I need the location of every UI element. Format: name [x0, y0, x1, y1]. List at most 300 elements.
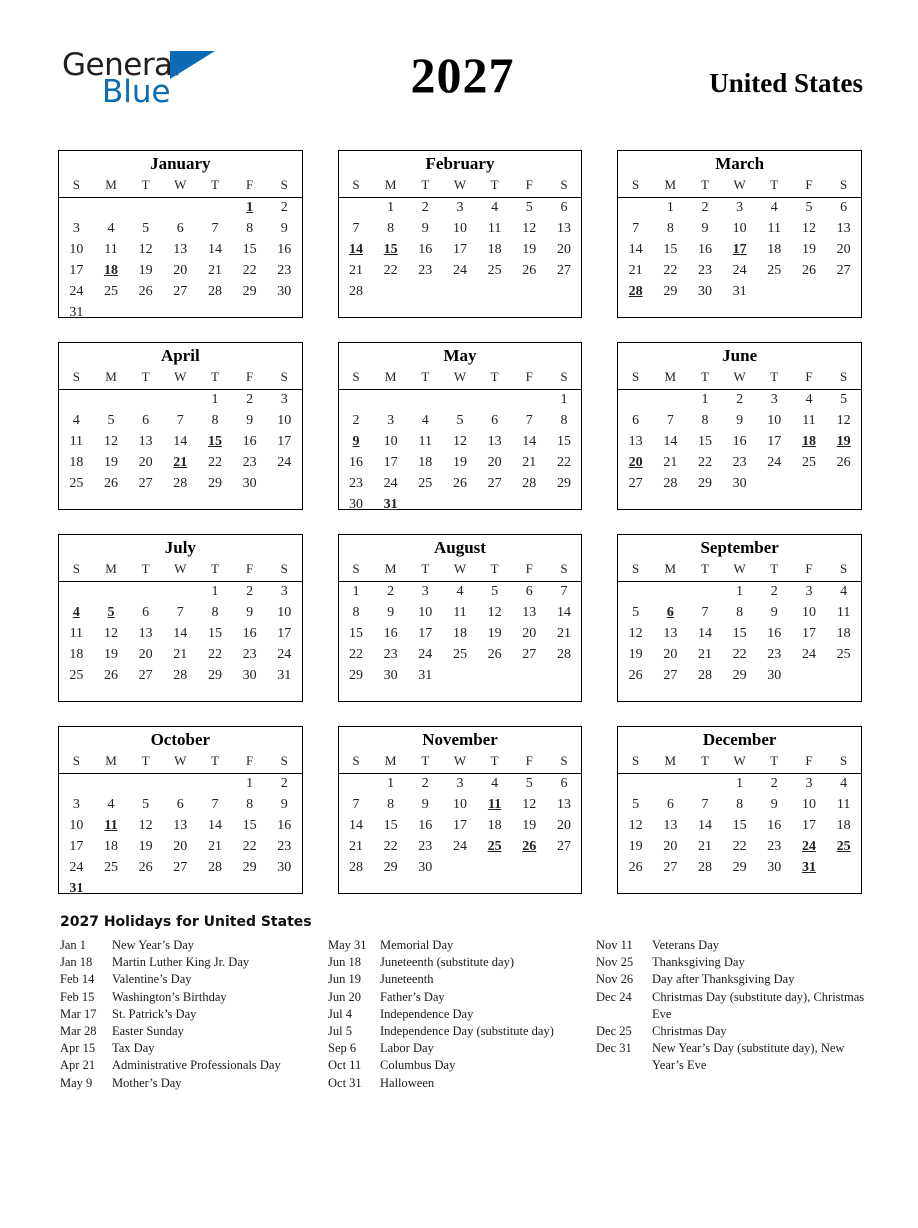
- holiday-date: Jan 18: [60, 955, 93, 970]
- day-cell-empty: [267, 495, 302, 516]
- holiday-name: Juneteenth (substitute day): [380, 955, 514, 970]
- weekday-label: W: [722, 176, 757, 198]
- page-title-year: 2027: [410, 47, 515, 103]
- day-cell: 13: [487, 434, 502, 449]
- day-cell: 2: [770, 584, 778, 600]
- day-cell: 16: [277, 242, 292, 257]
- day-cell: 12: [522, 797, 537, 812]
- day-cell-empty: [163, 198, 198, 219]
- holiday-date: Apr 15: [60, 1041, 96, 1056]
- day-cell: 14: [173, 434, 188, 449]
- day-cell: 5: [840, 392, 848, 408]
- day-cell: 21: [697, 647, 712, 662]
- day-cell: 2: [421, 200, 429, 216]
- weekday-label: S: [618, 560, 653, 582]
- day-cell: 18: [103, 839, 118, 854]
- day-cell-empty: [163, 303, 198, 324]
- day-cell-empty: [232, 495, 267, 516]
- day-cell: 27: [663, 860, 678, 875]
- day-cell-empty: [547, 858, 582, 879]
- month-card-october: [58, 726, 303, 894]
- day-cell: 1: [736, 776, 744, 792]
- day-cell: 16: [732, 434, 747, 449]
- day-cell-empty: [688, 495, 723, 516]
- holiday-row: [60, 1057, 328, 1074]
- day-cell-empty: [826, 474, 861, 495]
- day-cell: 21: [348, 839, 363, 854]
- month-title: June: [722, 346, 758, 365]
- day-cell-empty: [198, 879, 233, 900]
- day-cell-empty: [653, 879, 688, 900]
- week-row: [59, 219, 302, 240]
- week-row: [618, 198, 861, 219]
- month-card-september: [617, 534, 862, 702]
- holiday-date: Nov 26: [596, 972, 634, 987]
- day-cell: 10: [801, 605, 816, 620]
- day-cell: 7: [560, 584, 568, 600]
- month-grid: [618, 752, 861, 900]
- day-cell-empty: [688, 582, 723, 603]
- week-row: [339, 795, 582, 816]
- day-cell: 11: [418, 434, 433, 449]
- day-cell-empty: [339, 390, 374, 411]
- day-cell: 19: [801, 242, 816, 257]
- month-grid: [339, 176, 582, 324]
- holiday-name: Administrative Professionals Day: [112, 1058, 281, 1073]
- day-cell: 4: [805, 392, 813, 408]
- day-cell-empty: [477, 858, 512, 879]
- day-cell: 10: [69, 818, 84, 833]
- day-cell-empty: [373, 687, 408, 708]
- day-cell-empty: [477, 879, 512, 900]
- day-cell: 22: [732, 839, 747, 854]
- day-cell: 5: [632, 797, 640, 812]
- weekday-label: S: [826, 176, 861, 198]
- day-cell: 7: [701, 797, 709, 812]
- week-row: [339, 303, 582, 324]
- day-cell-empty: [373, 390, 408, 411]
- day-cell: 28: [697, 860, 712, 875]
- day-cell: 25: [418, 476, 433, 491]
- day-cell: 16: [242, 626, 257, 641]
- weekday-label: F: [792, 368, 827, 390]
- holiday-name: Easter Sunday: [112, 1024, 184, 1039]
- weekday-label: W: [443, 176, 478, 198]
- day-cell: 4: [840, 776, 848, 792]
- weekday-label: W: [443, 752, 478, 774]
- holiday-row: [60, 971, 328, 988]
- day-cell-holiday: 11: [104, 818, 118, 833]
- day-cell: 23: [242, 455, 257, 470]
- day-cell: 1: [387, 776, 395, 792]
- weekday-label: S: [826, 560, 861, 582]
- day-cell-empty: [512, 858, 547, 879]
- week-row: [339, 645, 582, 666]
- day-cell: 19: [522, 242, 537, 257]
- weekday-label: M: [94, 752, 129, 774]
- weekday-label: T: [477, 752, 512, 774]
- holiday-date: Jun 19: [328, 972, 361, 987]
- week-row: [339, 453, 582, 474]
- day-cell: 19: [522, 818, 537, 833]
- day-cell: 27: [628, 476, 643, 491]
- day-cell-empty: [757, 879, 792, 900]
- day-cell: 23: [767, 839, 782, 854]
- day-cell: 17: [452, 242, 467, 257]
- day-cell-empty: [477, 687, 512, 708]
- weekday-label: T: [477, 176, 512, 198]
- day-cell: 13: [628, 434, 643, 449]
- day-cell: 4: [491, 200, 499, 216]
- weekday-label: F: [792, 560, 827, 582]
- day-cell-empty: [267, 879, 302, 900]
- weekday-label: F: [792, 176, 827, 198]
- day-cell: 21: [207, 263, 222, 278]
- day-cell-empty: [163, 495, 198, 516]
- day-cell: 25: [103, 860, 118, 875]
- day-cell-empty: [128, 198, 163, 219]
- day-cell-empty: [198, 687, 233, 708]
- day-cell: 23: [418, 263, 433, 278]
- holiday-row: [596, 1023, 878, 1040]
- day-cell: 3: [421, 584, 429, 600]
- day-cell-empty: [618, 582, 653, 603]
- holiday-name: Independence Day (substitute day): [380, 1024, 554, 1039]
- day-cell: 9: [246, 605, 254, 620]
- day-cell: 28: [348, 284, 363, 299]
- day-cell-empty: [618, 774, 653, 795]
- day-cell: 20: [173, 263, 188, 278]
- day-cell-holiday: 28: [628, 284, 643, 299]
- day-cell: 30: [732, 476, 747, 491]
- day-cell-holiday: 1: [246, 200, 254, 216]
- day-cell: 20: [138, 647, 153, 662]
- day-cell: 8: [211, 605, 219, 620]
- day-cell: 5: [805, 200, 813, 216]
- weekday-label: W: [722, 560, 757, 582]
- day-cell-empty: [443, 858, 478, 879]
- day-cell: 10: [452, 221, 467, 236]
- day-cell: 20: [663, 647, 678, 662]
- week-row: [339, 390, 582, 411]
- day-cell: 14: [348, 818, 363, 833]
- week-row: [339, 816, 582, 837]
- weekday-header-row: [59, 368, 302, 390]
- week-row: [339, 582, 582, 603]
- holiday-name: Columbus Day: [380, 1058, 456, 1073]
- day-cell: 30: [348, 497, 363, 512]
- day-cell-empty: [757, 495, 792, 516]
- day-cell-empty: [826, 282, 861, 303]
- day-cell: 19: [487, 626, 502, 641]
- week-row: [59, 432, 302, 453]
- holiday-column-3: [596, 937, 878, 1092]
- day-cell-empty: [653, 495, 688, 516]
- day-cell: 25: [836, 647, 851, 662]
- day-cell: 7: [632, 221, 640, 236]
- general-blue-logo: [62, 48, 232, 110]
- day-cell-empty: [688, 687, 723, 708]
- day-cell: 15: [207, 626, 222, 641]
- month-grid: [59, 560, 302, 708]
- day-cell-empty: [512, 687, 547, 708]
- day-cell: 29: [348, 668, 363, 683]
- day-cell: 5: [525, 776, 533, 792]
- day-cell-holiday: 18: [103, 263, 118, 278]
- week-row: [339, 858, 582, 879]
- holiday-row: [328, 989, 596, 1006]
- week-row: [618, 687, 861, 708]
- day-cell-empty: [94, 774, 129, 795]
- day-cell: 30: [767, 668, 782, 683]
- day-cell: 18: [487, 818, 502, 833]
- week-row: [339, 837, 582, 858]
- day-cell: 27: [487, 476, 502, 491]
- day-cell-empty: [232, 303, 267, 324]
- day-cell-empty: [339, 198, 374, 219]
- day-cell: 24: [69, 860, 84, 875]
- day-cell: 9: [280, 221, 288, 236]
- day-cell-holiday: 18: [801, 434, 816, 449]
- day-cell: 26: [522, 263, 537, 278]
- day-cell: 23: [697, 263, 712, 278]
- week-row: [339, 219, 582, 240]
- day-cell-empty: [339, 879, 374, 900]
- day-cell: 16: [697, 242, 712, 257]
- day-cell-empty: [547, 687, 582, 708]
- weekday-header-row: [618, 368, 861, 390]
- day-cell-empty: [94, 879, 129, 900]
- day-cell: 12: [628, 818, 643, 833]
- weekday-label: F: [512, 560, 547, 582]
- day-cell-holiday: 17: [732, 242, 747, 257]
- day-cell-empty: [373, 282, 408, 303]
- day-cell-empty: [59, 390, 94, 411]
- holiday-name: Christmas Day (substitute day), Christmas Eve: [652, 989, 865, 1021]
- weekday-header-row: [339, 368, 582, 390]
- week-row: [59, 411, 302, 432]
- day-cell: 28: [556, 647, 571, 662]
- week-row: [618, 282, 861, 303]
- day-cell: 2: [387, 584, 395, 600]
- week-row: [59, 666, 302, 687]
- day-cell: 11: [836, 605, 851, 620]
- day-cell: 17: [277, 626, 292, 641]
- day-cell: 27: [173, 284, 188, 299]
- day-cell-empty: [408, 282, 443, 303]
- day-cell: 14: [522, 434, 537, 449]
- day-cell-holiday: 11: [487, 797, 502, 812]
- day-cell: 15: [383, 818, 398, 833]
- day-cell: 27: [663, 668, 678, 683]
- day-cell: 30: [242, 476, 257, 491]
- weekday-label: M: [653, 176, 688, 198]
- month-title: May: [443, 346, 477, 365]
- day-cell: 24: [69, 284, 84, 299]
- weekday-label: S: [267, 368, 302, 390]
- week-row: [59, 879, 302, 900]
- weekday-label: M: [653, 752, 688, 774]
- day-cell: 9: [736, 413, 744, 428]
- day-cell-empty: [163, 774, 198, 795]
- holiday-row: [328, 1006, 596, 1023]
- weekday-label: T: [408, 176, 443, 198]
- holiday-row: [328, 1057, 596, 1074]
- day-cell: 23: [732, 455, 747, 470]
- holiday-date: Sep 6: [328, 1041, 357, 1056]
- day-cell: 5: [142, 221, 150, 236]
- day-cell-empty: [339, 774, 374, 795]
- day-cell: 18: [418, 455, 433, 470]
- week-row: [59, 261, 302, 282]
- month-grid: [59, 752, 302, 900]
- week-row: [339, 261, 582, 282]
- day-cell-holiday: 25: [836, 839, 851, 854]
- day-cell: 14: [173, 626, 188, 641]
- day-cell: 14: [207, 818, 222, 833]
- day-cell: 26: [103, 476, 118, 491]
- week-row: [339, 687, 582, 708]
- month-grid: [618, 560, 861, 708]
- week-row: [339, 240, 582, 261]
- day-cell-empty: [547, 495, 582, 516]
- holiday-date: May 9: [60, 1075, 93, 1090]
- day-cell: 19: [103, 647, 118, 662]
- day-cell: 13: [556, 221, 571, 236]
- day-cell: 15: [242, 242, 257, 257]
- day-cell: 25: [801, 455, 816, 470]
- day-cell: 17: [801, 818, 816, 833]
- weekday-label: T: [757, 176, 792, 198]
- day-cell: 12: [138, 242, 153, 257]
- day-cell-empty: [653, 582, 688, 603]
- day-cell: 4: [72, 413, 80, 428]
- week-row: [59, 474, 302, 495]
- day-cell: 15: [732, 818, 747, 833]
- day-cell: 8: [352, 605, 360, 620]
- day-cell: 5: [632, 605, 640, 620]
- day-cell: 28: [522, 476, 537, 491]
- day-cell-empty: [653, 390, 688, 411]
- holiday-column-1: [60, 937, 328, 1092]
- weekday-label: S: [547, 176, 582, 198]
- day-cell: 24: [452, 839, 467, 854]
- day-cell: 16: [418, 818, 433, 833]
- day-cell-empty: [547, 666, 582, 687]
- day-cell-empty: [163, 390, 198, 411]
- month-title: February: [425, 154, 495, 173]
- holiday-name: Independence Day: [380, 1006, 474, 1021]
- day-cell: 29: [732, 860, 747, 875]
- day-cell: 3: [456, 200, 464, 216]
- day-cell: 7: [211, 797, 219, 812]
- week-row: [618, 240, 861, 261]
- day-cell: 8: [560, 413, 568, 428]
- day-cell-empty: [94, 198, 129, 219]
- day-cell: 13: [138, 626, 153, 641]
- day-cell: 25: [452, 647, 467, 662]
- week-row: [618, 666, 861, 687]
- day-cell: 7: [525, 413, 533, 428]
- month-card-june: [617, 342, 862, 510]
- day-cell: 17: [69, 263, 84, 278]
- day-cell-empty: [792, 303, 827, 324]
- day-cell: 8: [211, 413, 219, 428]
- day-cell: 26: [103, 668, 118, 683]
- logo-text-blue: Blue: [102, 74, 171, 110]
- day-cell: 6: [525, 584, 533, 600]
- month-card-may: [338, 342, 583, 510]
- day-cell: 15: [556, 434, 571, 449]
- day-cell: 26: [628, 860, 643, 875]
- day-cell: 5: [107, 413, 115, 428]
- day-cell: 14: [556, 605, 571, 620]
- holiday-name: New Year’s Day: [112, 938, 195, 952]
- day-cell-empty: [653, 774, 688, 795]
- holiday-row: [60, 954, 328, 971]
- day-cell: 3: [280, 584, 288, 600]
- holiday-date: Nov 11: [596, 938, 633, 952]
- day-cell: 21: [173, 647, 188, 662]
- day-cell: 2: [280, 776, 288, 792]
- day-cell: 13: [173, 818, 188, 833]
- day-cell-empty: [59, 774, 94, 795]
- day-cell-holiday: 9: [352, 434, 360, 449]
- holiday-row: [60, 1040, 328, 1057]
- day-cell: 16: [383, 626, 398, 641]
- day-cell: 24: [801, 647, 816, 662]
- weekday-label: F: [512, 752, 547, 774]
- day-cell-empty: [792, 495, 827, 516]
- day-cell: 21: [522, 455, 537, 470]
- month-title: August: [434, 538, 486, 557]
- weekday-label: S: [267, 560, 302, 582]
- day-cell: 16: [277, 818, 292, 833]
- day-cell: 31: [418, 668, 433, 683]
- day-cell: 5: [142, 797, 150, 812]
- weekday-label: F: [512, 368, 547, 390]
- day-cell: 8: [736, 605, 744, 620]
- day-cell: 18: [767, 242, 782, 257]
- day-cell: 22: [242, 839, 257, 854]
- day-cell-empty: [512, 282, 547, 303]
- week-row: [59, 453, 302, 474]
- weekday-label: T: [688, 752, 723, 774]
- day-cell-empty: [512, 303, 547, 324]
- week-row: [339, 666, 582, 687]
- day-cell: 13: [522, 605, 537, 620]
- day-cell: 22: [348, 647, 363, 662]
- day-cell-holiday: 25: [487, 839, 502, 854]
- day-cell-empty: [59, 687, 94, 708]
- holiday-name: Tax Day: [112, 1041, 155, 1056]
- day-cell-holiday: 31: [801, 860, 816, 875]
- day-cell: 1: [560, 392, 568, 408]
- day-cell: 2: [246, 584, 254, 600]
- day-cell: 22: [732, 647, 747, 662]
- week-row: [618, 858, 861, 879]
- holiday-date: Jun 18: [328, 955, 361, 970]
- week-row: [59, 624, 302, 645]
- weekday-header-row: [618, 176, 861, 198]
- day-cell: 25: [69, 668, 84, 683]
- month-title: April: [160, 346, 200, 365]
- day-cell: 4: [770, 200, 778, 216]
- day-cell: 3: [72, 797, 80, 812]
- holiday-row: [328, 954, 596, 971]
- day-cell: 3: [805, 776, 813, 792]
- holiday-date: Dec 25: [596, 1024, 632, 1039]
